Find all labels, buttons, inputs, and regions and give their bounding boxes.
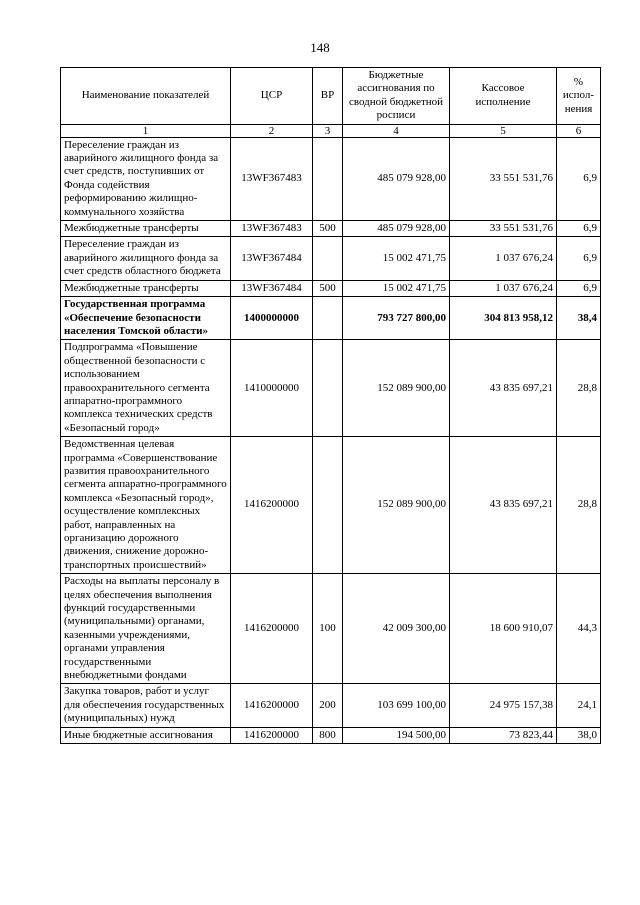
row-pct: 6,9 [557,137,601,220]
table-row [61,684,601,727]
row-budget: 152 089 900,00 [343,340,450,437]
row-csr: 13WF367484 [231,280,313,296]
table-row [61,574,601,684]
row-name: Государственная программа «Обеспечение безопасности населения Томской области» [61,297,231,340]
row-pct: 6,9 [557,280,601,296]
row-cash: 1 037 676,24 [450,237,557,280]
page-number: 148 [310,40,330,55]
row-name: Переселение граждан из аварийного жилищного фонда за счет средств, поступивших от Фонда содействия реформированию жилищно-коммунального хозяйства [61,137,231,220]
row-csr: 13WF367484 [231,237,313,280]
row-vr: 800 [313,727,343,743]
row-budget: 15 002 471,75 [343,237,450,280]
row-budget: 485 079 928,00 [343,137,450,220]
table-row [61,221,601,237]
row-vr: 500 [313,221,343,237]
row-vr [313,297,343,340]
column-number: 2 [231,124,313,137]
row-vr [313,437,343,574]
table-row [61,340,601,437]
row-cash: 1 037 676,24 [450,280,557,296]
row-name: Расходы на выплаты персоналу в целях обеспечения выполнения функций государственными (муниципальными) органами, казенными учреждениями, органами управления государственными внебюджетными фондами [61,574,231,684]
table-row [61,437,601,574]
column-number: 6 [557,124,601,137]
row-cash: 304 813 958,12 [450,297,557,340]
row-pct: 44,3 [557,574,601,684]
row-budget: 15 002 471,75 [343,280,450,296]
row-name: Ведомственная целевая программа «Совершенствование развития правоохранительного сегмента аппаратно-программного комплекса «Безопасный город», осуществление комплексных работ, направленных на организацию дорожного движения, снижение дорожно-транспортных происшествий» [61,437,231,574]
row-budget: 152 089 900,00 [343,437,450,574]
header-csr: ЦСР [231,68,313,125]
column-number: 1 [61,124,231,137]
row-name: Переселение граждан из аварийного жилищного фонда за счет средств областного бюджета [61,237,231,280]
budget-execution-table [60,67,601,744]
table-row [61,237,601,280]
row-name: Закупка товаров, работ и услуг для обеспечения государственных (муниципальных) нужд [61,684,231,727]
row-csr: 1416200000 [231,574,313,684]
row-pct: 6,9 [557,237,601,280]
row-vr: 500 [313,280,343,296]
header-budget: Бюджетные ассигнования по сводной бюджетной росписи [343,68,450,125]
row-cash: 73 823,44 [450,727,557,743]
row-cash: 33 551 531,76 [450,137,557,220]
row-csr: 1400000000 [231,297,313,340]
row-budget: 42 009 300,00 [343,574,450,684]
row-csr: 1416200000 [231,727,313,743]
row-pct: 28,8 [557,340,601,437]
row-cash: 18 600 910,07 [450,574,557,684]
row-budget: 485 079 928,00 [343,221,450,237]
row-budget: 793 727 800,00 [343,297,450,340]
row-name: Иные бюджетные ассигнования [61,727,231,743]
row-cash: 43 835 697,21 [450,340,557,437]
row-pct: 38,4 [557,297,601,340]
row-pct: 24,1 [557,684,601,727]
row-vr: 100 [313,574,343,684]
row-name: Межбюджетные трансферты [61,221,231,237]
table-row [61,280,601,296]
row-cash: 43 835 697,21 [450,437,557,574]
row-csr: 13WF367483 [231,137,313,220]
row-name: Межбюджетные трансферты [61,280,231,296]
header-cash: Кассовое исполнение [450,68,557,125]
row-csr: 1416200000 [231,684,313,727]
table-row-program-total [61,297,601,340]
row-cash: 24 975 157,38 [450,684,557,727]
row-pct: 6,9 [557,221,601,237]
row-vr [313,237,343,280]
row-csr: 1416200000 [231,437,313,574]
table-row [61,137,601,220]
column-number: 3 [313,124,343,137]
row-budget: 194 500,00 [343,727,450,743]
column-number: 5 [450,124,557,137]
row-pct: 38,0 [557,727,601,743]
row-budget: 103 699 100,00 [343,684,450,727]
row-vr: 200 [313,684,343,727]
row-csr: 1410000000 [231,340,313,437]
header-pct: % испол-нения [557,68,601,125]
row-name: Подпрограмма «Повышение общественной безопасности с использованием правоохранительного сегмента аппаратно-программного комплекса технических средств «Безопасный город» [61,340,231,437]
column-number: 4 [343,124,450,137]
row-cash: 33 551 531,76 [450,221,557,237]
row-vr [313,137,343,220]
row-pct: 28,8 [557,437,601,574]
row-csr: 13WF367483 [231,221,313,237]
table-row [61,727,601,743]
header-name: Наименование показателей [61,68,231,125]
row-vr [313,340,343,437]
header-vr: ВР [313,68,343,125]
